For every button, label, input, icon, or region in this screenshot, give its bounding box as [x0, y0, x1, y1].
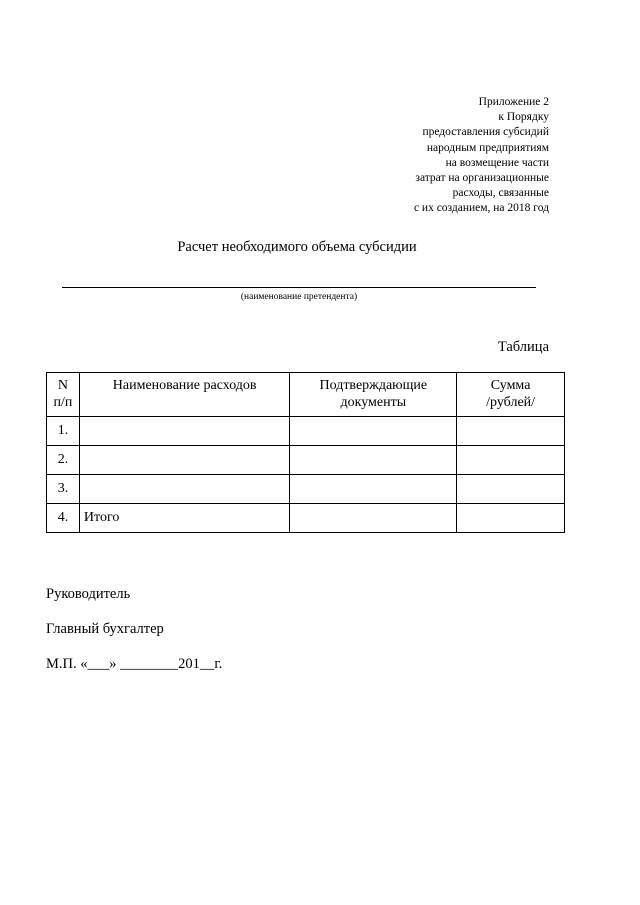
table-row	[47, 446, 565, 475]
table-row	[47, 475, 565, 504]
applicant-name-line	[62, 287, 536, 288]
row-number: 1.	[47, 417, 80, 446]
header-sum-line1: Сумма	[490, 378, 531, 393]
table-label: Таблица	[497, 339, 549, 355]
accountant-signature-label: Главный бухгалтер	[46, 621, 164, 637]
header-sum-line2: /рублей/	[486, 395, 536, 410]
row-number: 4.	[47, 504, 80, 533]
appendix-block	[414, 95, 549, 217]
row-sum	[457, 504, 565, 533]
appendix-line: затрат на организационные	[415, 172, 549, 185]
table-header-row	[47, 373, 565, 417]
row-documents	[290, 446, 457, 475]
row-number: 3.	[47, 475, 80, 504]
row-expense-name	[79, 475, 290, 504]
appendix-line: к Порядку	[498, 111, 549, 124]
row-sum	[457, 475, 565, 504]
calculation-table	[46, 372, 565, 533]
header-cell-name	[79, 373, 290, 417]
row-expense-name	[79, 446, 290, 475]
appendix-line: предоставления субсидий	[422, 126, 549, 139]
appendix-line: с их созданием, на 2018 год	[413, 202, 549, 215]
header-num-line2: п/п	[53, 395, 73, 410]
row-documents	[290, 504, 457, 533]
table-row	[47, 417, 565, 446]
head-signature-label: Руководитель	[46, 586, 131, 602]
row-sum	[457, 417, 565, 446]
row-number: 2.	[47, 446, 80, 475]
header-docs-line1: Подтверждающие	[319, 378, 428, 393]
appendix-line: расходы, связанные	[452, 187, 549, 200]
header-docs-line2: документы	[340, 395, 407, 410]
document-title: Расчет необходимого объема субсидии	[177, 239, 417, 255]
stamp-date-line: М.П. «___» ________201__г.	[46, 656, 223, 672]
header-cell-docs	[290, 373, 457, 417]
row-documents	[290, 475, 457, 504]
row-documents	[290, 417, 457, 446]
row-expense-name	[79, 417, 290, 446]
row-sum	[457, 446, 565, 475]
header-cell-sum	[457, 373, 565, 417]
header-name: Наименование расходов	[112, 378, 257, 393]
row-expense-name: Итого	[79, 504, 290, 533]
appendix-line: Приложение 2	[478, 96, 549, 108]
header-cell-num	[47, 373, 80, 417]
table-row-total	[47, 504, 565, 533]
appendix-line: на возмещение части	[445, 156, 549, 169]
header-num-line1: N	[57, 378, 69, 393]
applicant-caption: (наименование претендента)	[240, 292, 358, 302]
appendix-line: народным предприятиям	[426, 141, 549, 154]
